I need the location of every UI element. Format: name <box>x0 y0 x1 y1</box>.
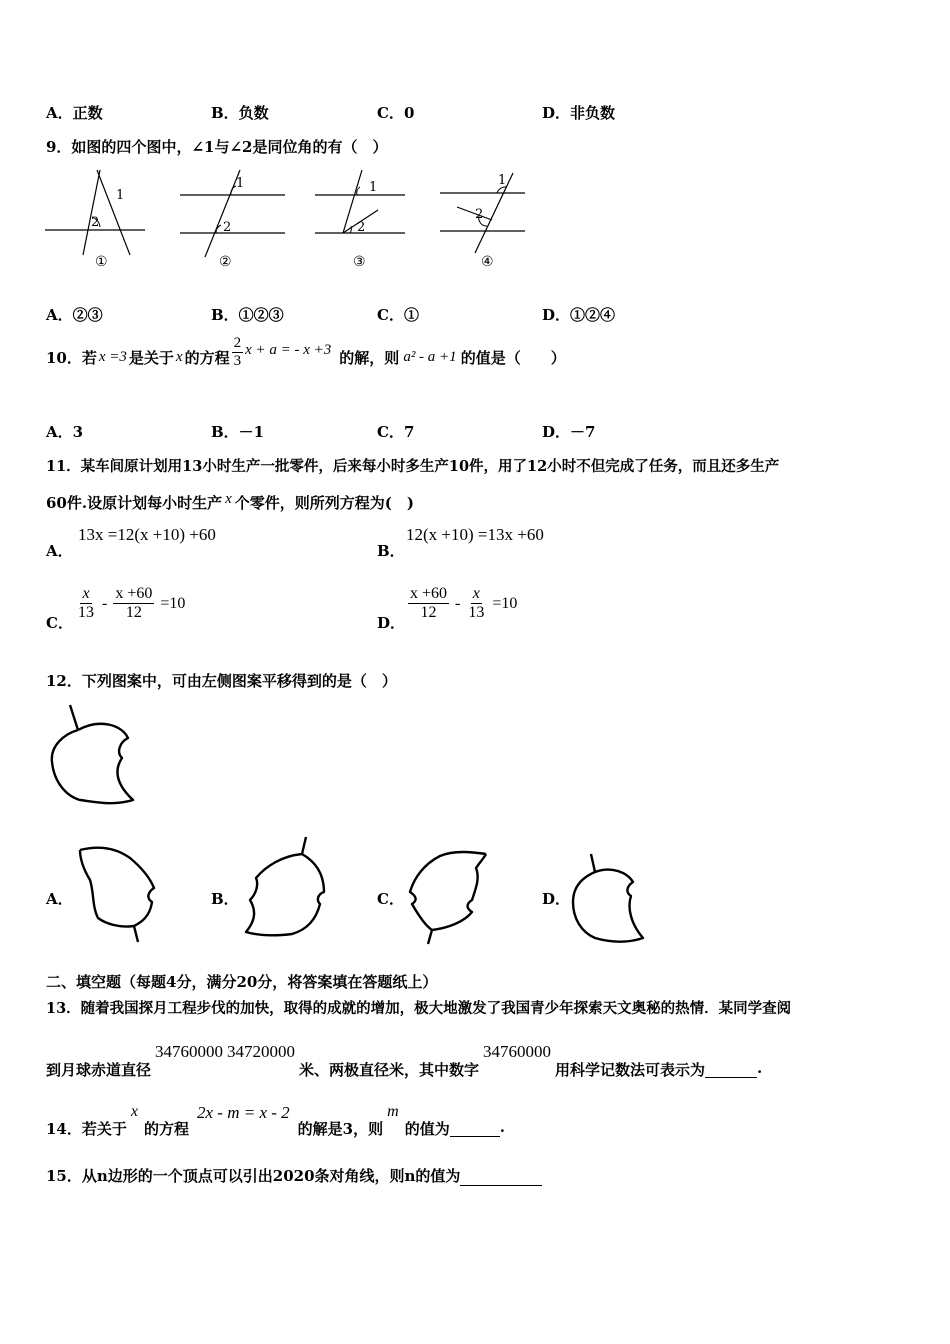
q11-option-a-expr: 13x =12(x +10) +60 <box>78 525 216 544</box>
q11-option-c-expr: $\frac{x}{13}$ - $\frac{x +60}{12}$ =10 <box>78 585 186 622</box>
q12-leaf-a <box>70 840 165 950</box>
q13-answer-blank[interactable] <box>705 1059 757 1078</box>
q14-answer-blank[interactable] <box>450 1118 500 1137</box>
angle-2-label: 2 <box>357 220 366 235</box>
q12-leaf-b <box>240 832 335 947</box>
q9-figure-4 <box>435 165 530 275</box>
q8-option-b: B．负数 <box>211 104 269 122</box>
q11-option-d-label: D． <box>377 614 406 632</box>
q12-option-a: A． <box>46 890 73 908</box>
q10-option-b: B．－1 <box>211 423 265 441</box>
angle-2-label: 2 <box>91 215 100 230</box>
figure-label-3: ③ <box>353 254 366 270</box>
q11-option-a-label: A． <box>46 542 73 560</box>
q10-option-d: D．－7 <box>542 423 596 441</box>
q12-option-c: C． <box>377 890 404 908</box>
q12-original-leaf <box>40 700 150 815</box>
q10-option-a: A．3 <box>46 423 84 441</box>
q10-option-c: C．7 <box>377 423 415 441</box>
q10-text: 10．若 x =3 是关于 x 的方程 $\frac{2}{3}$ x + a = - x +3 的解，则 a² - a +1 的值是（ ） <box>46 335 566 370</box>
figure-label-2: ② <box>219 254 232 270</box>
q9-figure-2 <box>175 165 290 275</box>
q8-option-c: C．0 <box>377 104 415 122</box>
q11-option-d-expr: $\frac{x +60}{12}$ - $\frac{x}{13}$ =10 <box>410 585 518 622</box>
q9-option-c: C．① <box>377 306 419 324</box>
figure-label-4: ④ <box>481 254 494 270</box>
angle-2-label: 2 <box>475 207 484 222</box>
figure-label-1: ① <box>95 254 108 270</box>
q14-text: 14．若关于 x 的方程 2x - m = x - 2 的解是3，则 m 的值为 . <box>46 1103 505 1138</box>
q13-text-line2: 到月球赤道直径 34760000 34720000 米、两极直径米，其中数字 34760000 用科学记数法可表示为 . <box>46 1042 763 1079</box>
angle-2-label: 2 <box>223 220 232 235</box>
section2-title: 二、填空题（每题4分，满分20分，将答案填在答题纸上） <box>46 973 438 991</box>
q15-text: 15．从n边形的一个顶点可以引出2020条对角线，则n的值为 <box>46 1165 542 1186</box>
q9-option-a: A．②③ <box>46 306 103 324</box>
q12-leaf-d <box>565 852 655 952</box>
q12-option-b: B． <box>211 890 239 908</box>
q11-option-c-label: C． <box>46 614 73 632</box>
q9-option-b: B．①②③ <box>211 306 284 324</box>
q15-answer-blank[interactable] <box>460 1167 542 1186</box>
q11-option-b-expr: 12(x +10) =13x +60 <box>406 525 544 544</box>
angle-1-label: 1 <box>236 176 245 191</box>
q13-text-line1: 13．随着我国探月工程步伐的加快，取得的成就的增加，极大地激发了我国青少年探索天文奥秘的热情．某同学查阅 <box>46 1000 792 1017</box>
angle-1-label: 1 <box>116 188 125 203</box>
angle-1-label: 1 <box>498 173 507 188</box>
q8-option-a: A．正数 <box>46 104 103 122</box>
q9-figure-3 <box>310 165 415 275</box>
q11-text-line2: 60件.设原计划每小时生产 x 个零件，则所列方程为( ) <box>46 491 414 512</box>
q8-option-d: D．非负数 <box>542 104 616 122</box>
q12-option-d: D． <box>542 890 571 908</box>
q11-text-line1: 11．某车间原计划用13小时生产一批零件，后来每小时多生产10件，用了12小时不但完成了任务，而且还多生产 <box>46 458 780 475</box>
q12-leaf-c <box>402 848 497 948</box>
q12-text: 12．下列图案中，可由左侧图案平移得到的是（ ） <box>46 672 397 690</box>
q11-option-b-label: B． <box>377 542 405 560</box>
angle-1-label: 1 <box>369 180 378 195</box>
q9-figure-1 <box>40 165 150 275</box>
q9-option-d: D．①②④ <box>542 306 616 324</box>
q9-text: 9．如图的四个图中，∠1与∠2是同位角的有（ ） <box>46 138 388 156</box>
